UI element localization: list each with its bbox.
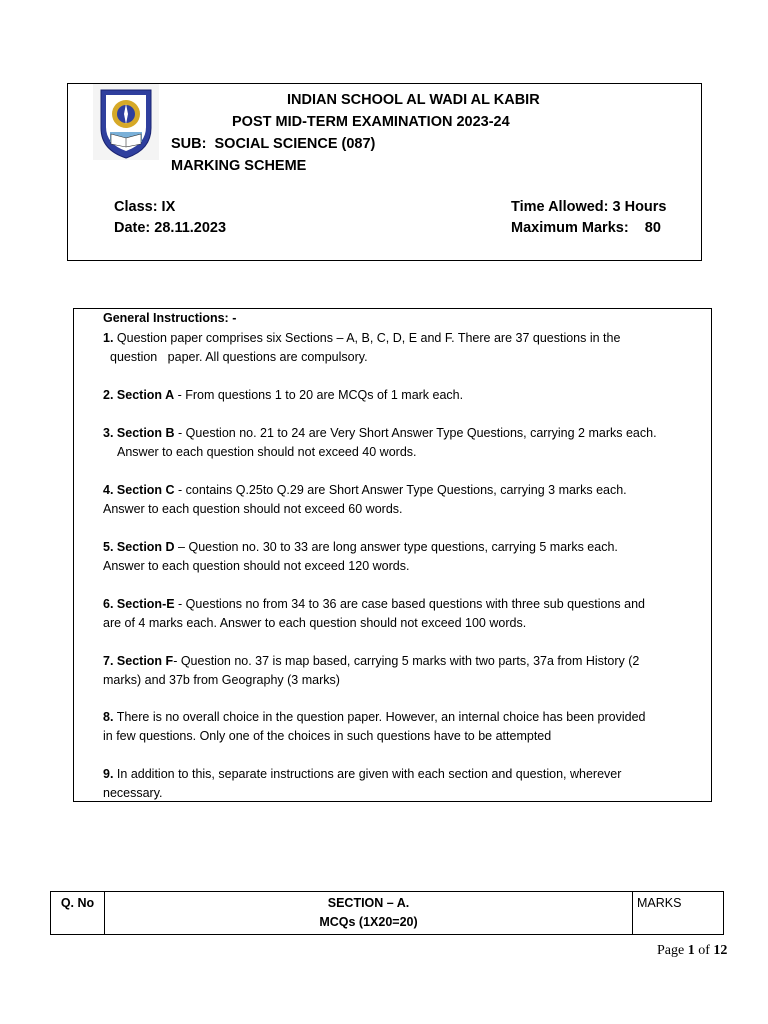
item-text-continued: Answer to each question should not exceed 60 words.: [103, 502, 403, 516]
instruction-item-8: [103, 708, 708, 746]
item-text-continued: necessary.: [103, 786, 163, 800]
item-number: 4.: [103, 483, 114, 497]
item-number: 3.: [103, 426, 114, 440]
instruction-item-9: [103, 765, 708, 803]
item-section-label: Section C: [116, 483, 175, 497]
item-section-label: Section D: [116, 540, 175, 554]
item-text: Question paper comprises six Sections – A, B, C, D, E and F. There are 37 questions in the: [116, 331, 621, 345]
class-label: Class: IX: [114, 199, 176, 215]
instruction-item-4: [103, 481, 708, 519]
item-section-label: Section F: [116, 654, 174, 668]
item-section-label: Section A: [116, 388, 175, 402]
exam-title: POST MID-TERM EXAMINATION 2023-24: [232, 114, 510, 130]
item-text: - Questions no from 34 to 36 are case based questions with three sub questions and: [174, 597, 646, 611]
item-text-continued: marks) and 37b from Geography (3 marks): [103, 673, 340, 687]
time-allowed: Time Allowed: 3 Hours: [511, 199, 667, 215]
item-text: - Question no. 21 to 24 are Very Short Answer Type Questions, carrying 2 marks each.: [174, 426, 657, 440]
page-number: [657, 943, 727, 959]
item-text: – Question no. 30 to 33 are long answer type questions, carrying 5 marks each.: [174, 540, 618, 554]
instructions-title: General Instructions: -: [103, 311, 237, 325]
instruction-item-7: [103, 652, 708, 690]
instruction-item-6: [103, 595, 708, 633]
item-text-continued: in few questions. Only one of the choices in such questions have to be attempted: [103, 729, 552, 743]
total-pages: 12: [713, 943, 728, 958]
item-text-continued: question paper. All questions are compulsory.: [110, 350, 368, 364]
instruction-item-5: [103, 538, 708, 576]
item-text-continued: are of 4 marks each. Answer to each question should not exceed 100 words.: [103, 616, 527, 630]
qno-header: Q. No: [51, 892, 105, 935]
item-text-continued: Answer to each question should not exceed 40 words.: [117, 445, 417, 459]
item-section-label: Section B: [116, 426, 175, 440]
section-header-cell: [105, 892, 633, 935]
item-number: 5.: [103, 540, 114, 554]
exam-date: Date: 28.11.2023: [114, 220, 227, 236]
item-number: 8.: [103, 710, 114, 724]
item-text-continued: Answer to each question should not exceed 120 words.: [103, 559, 410, 573]
instruction-item-2: [103, 386, 708, 405]
item-number: 1.: [103, 331, 114, 345]
instruction-item-3: [103, 424, 708, 462]
of-word: of: [694, 943, 714, 958]
item-number: 7.: [103, 654, 114, 668]
item-number: 2.: [103, 388, 114, 402]
item-text: - From questions 1 to 20 are MCQs of 1 mark each.: [174, 388, 464, 402]
item-section-label: Section-E: [116, 597, 175, 611]
item-text: - Question no. 37 is map based, carrying 5 marks with two parts, 37a from History (2: [173, 654, 640, 668]
item-text: - contains Q.25to Q.29 are Short Answer Type Questions, carrying 3 marks each.: [174, 483, 627, 497]
school-name: INDIAN SCHOOL AL WADI AL KABIR: [287, 92, 540, 108]
item-text: In addition to this, separate instructions are given with each section and question, wherever: [116, 767, 622, 781]
school-crest-logo: [93, 84, 159, 160]
marks-header: MARKS: [633, 892, 724, 935]
section-subtitle: MCQs (1X20=20): [319, 915, 418, 929]
item-text: There is no overall choice in the question paper. However, an internal choice has been provided: [116, 710, 646, 724]
item-number: 9.: [103, 767, 114, 781]
current-page: 1: [687, 943, 695, 958]
subject-line: SUB: SOCIAL SCIENCE (087): [171, 136, 376, 152]
page-word: Page: [657, 943, 688, 958]
item-number: 6.: [103, 597, 114, 611]
table-header-row: [51, 892, 724, 935]
maximum-marks: Maximum Marks: 80: [511, 220, 661, 236]
instruction-item-1: [103, 329, 708, 367]
section-title: SECTION – A.: [327, 896, 410, 910]
section-a-table: [50, 891, 724, 935]
marking-scheme-label: MARKING SCHEME: [171, 158, 307, 174]
